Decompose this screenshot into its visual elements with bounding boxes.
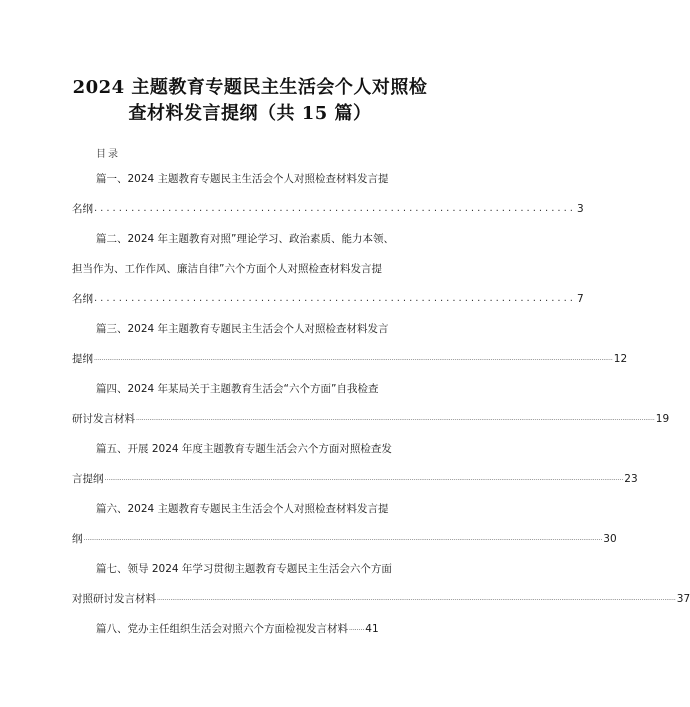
toc-entry-5-continuation[interactable]	[72, 472, 638, 486]
toc-entry-4-title[interactable]: 篇四、2024 年某局关于主题教育生活会“六个方面”自我检查	[96, 383, 379, 395]
toc-leader-dots: ..............................................................................	[94, 203, 576, 214]
toc-leader-dots: ........	[349, 625, 365, 632]
toc-heading: 目录	[96, 149, 120, 160]
toc-entry-1-title[interactable]: 篇一、2024 主题教育专题民主生活会个人对照检查材料发言提	[96, 173, 389, 185]
toc-entry-8-title[interactable]	[96, 622, 379, 636]
toc-entry-4-continuation[interactable]	[72, 412, 670, 426]
toc-entry-5-tail: 言提纲	[72, 473, 104, 485]
toc-entry-3-tail: 提纲	[72, 353, 93, 365]
toc-entry-8-page: 41	[365, 623, 379, 635]
toc-entry-7-title[interactable]: 篇七、领导 2024 年学习贯彻主题教育专题民主生活会六个方面	[96, 563, 392, 575]
toc-entry-5-title[interactable]: 篇五、开展 2024 年度主题教育专题生活会六个方面对照检查发	[96, 443, 392, 455]
toc-entry-6-tail: 纲	[72, 533, 83, 545]
toc-leader-dots: ................................................................................................................................................................................................................................................................................	[157, 595, 676, 602]
toc-entry-1-page: 3	[576, 203, 584, 215]
toc-entry-3-continuation[interactable]	[72, 352, 628, 366]
toc-entry-6-title[interactable]: 篇六、2024 主题教育专题民主生活会个人对照检查材料发言提	[96, 503, 389, 515]
toc-entry-3-page: 12	[613, 353, 628, 365]
document-title-line-2: 查材料发言提纲（共 15 篇）	[128, 103, 372, 124]
toc-entry-2-title[interactable]: 篇二、2024 年主题教育对照”理论学习、政治素质、能力本领、	[96, 233, 394, 245]
toc-entry-6-page: 30	[603, 533, 617, 545]
toc-entry-4-page: 19	[655, 413, 670, 425]
toc-leader-dots: ................................................................................................................................................................................................................................................................................	[94, 355, 613, 362]
toc-entry-7-continuation[interactable]	[72, 592, 690, 606]
toc-leader-dots: ..............................................................................	[94, 293, 576, 304]
toc-entry-8-text: 篇八、党办主任组织生活会对照六个方面检视发言材料	[96, 623, 348, 635]
toc-entry-2-line-2[interactable]: 担当作为、工作作风、廉洁自律”六个方面个人对照检查材料发言提	[72, 263, 382, 275]
toc-entry-6-continuation[interactable]	[72, 532, 617, 546]
toc-entry-4-tail: 研讨发言材料	[72, 413, 135, 425]
toc-leader-dots: ................................................................................................................................................................................................................................................................................	[83, 535, 603, 542]
toc-entry-5-page: 23	[624, 473, 638, 485]
toc-entry-1-continuation[interactable]	[72, 202, 584, 216]
toc-entry-7-tail: 对照研讨发言材料	[72, 593, 156, 605]
toc-leader-dots: ................................................................................................................................................................................................................................................................................	[136, 415, 655, 422]
toc-leader-dots: ................................................................................................................................................................................................................................................................................	[104, 475, 624, 482]
toc-entry-2-continuation[interactable]	[72, 292, 584, 306]
toc-entry-2-tail: 名纲	[72, 293, 93, 305]
toc-entry-7-page: 37	[676, 593, 690, 605]
toc-entry-1-tail: 名纲	[72, 203, 93, 215]
toc-entry-3-title[interactable]: 篇三、2024 年主题教育专题民主生活会个人对照检查材料发言	[96, 323, 389, 335]
document-title-line-1: 2024 主题教育专题民主生活会个人对照检	[72, 77, 428, 98]
toc-entry-2-page: 7	[576, 293, 584, 305]
